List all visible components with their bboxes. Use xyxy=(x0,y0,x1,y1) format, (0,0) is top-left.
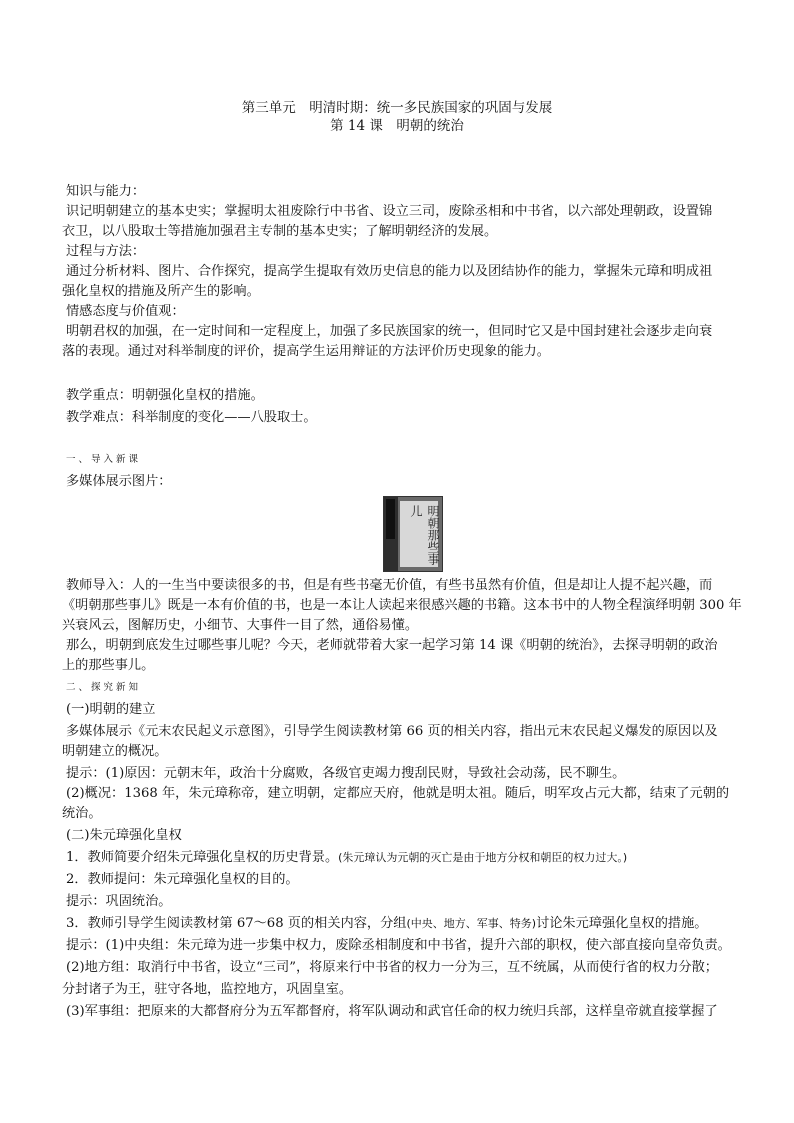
difficulty-point: 教学难点：科举制度的变化——八股取士。 xyxy=(66,410,317,425)
section-1-tip-2-line-2: 统治。 xyxy=(62,806,102,821)
teacher-intro-line-1: 教师导入：人的一生当中要读很多的书，但是有些书毫无价值，有些书虽然有价值，但是却让人提不起兴趣，而 xyxy=(66,578,713,593)
section-2-tip-2-line-2: 分封诸子为王，驻守各地，监控地方，巩固皇室。 xyxy=(62,982,353,997)
key-point: 教学重点：明朝强化皇权的措施。 xyxy=(66,388,264,403)
section-1-text-line-2: 明朝建立的概况。 xyxy=(62,744,168,759)
section-2-item-3 xyxy=(66,916,794,932)
book-cover-title: 明朝那些事儿 xyxy=(409,505,440,565)
section-2-tip-3: (3)军事组：把原来的大都督府分为五军都督府，将军队调动和武官任命的权力统归兵部，这样皇帝就直接掌握了 xyxy=(66,1004,718,1019)
knowledge-heading: 知识与能力： xyxy=(66,184,146,199)
process-text-line-2: 强化皇权的措施及所产生的影响。 xyxy=(62,284,260,299)
teacher-intro-line-4: 那么，明朝到底发生过哪些事儿呢？今天，老师就带着大家一起学习第 14 课《明朝的统治》，去探寻明朝的政治 xyxy=(66,638,718,653)
section-2-item-1-note: (朱元璋认为元朝的灭亡是由于地方分权和朝臣的权力过大。) xyxy=(338,851,628,864)
process-text-line-1: 通过分析材料、图片、合作探究，提高学生提取有效历史信息的能力以及团结协作的能力，掌握朱元璋和明成祖 xyxy=(66,264,713,279)
section-2-item-1 xyxy=(66,850,794,866)
section-1-heading: (一)明朝的建立 xyxy=(66,702,156,717)
section-2-item-3-main: 3．教师引导学生阅读教材第 67～68 页的相关内容，分组 xyxy=(66,916,407,931)
section-2-item-2-tip: 提示：巩固统治。 xyxy=(66,894,172,909)
section-2-item-3-note: (中央、地方、军事、特务) xyxy=(406,917,537,930)
emotion-heading: 情感态度与价值观： xyxy=(66,304,185,319)
section-2-item-2: 2．教师提问：朱元璋强化皇权的目的。 xyxy=(66,872,299,887)
explore-heading: 二、探究新知 xyxy=(66,682,142,693)
teacher-intro-line-3: 兴衰风云，图解历史，小细节、大事件一目了然，通俗易懂。 xyxy=(62,618,419,633)
section-2-tip-2-line-1: (2)地方组：取消行中书省，设立“三司”，将原来行中书省的权力一分为三，互不统属，从而使行省的权力分散； xyxy=(66,960,718,975)
book-face xyxy=(400,501,438,567)
emotion-text-line-1: 明朝君权的加强，在一定时间和一定程度上，加强了多民族国家的统一，但同时它又是中国封建社会逐步走向衰 xyxy=(66,324,713,339)
section-2-item-1-main: 1．教师简要介绍朱元璋强化皇权的历史背景。 xyxy=(66,850,339,865)
section-1-tip-1: 提示：(1)原因：元朝末年，政治十分腐败，各级官吏竭力搜刮民财，导致社会动荡，民不聊生。 xyxy=(66,766,626,781)
section-1-tip-2-line-1: (2)概况：1368 年，朱元璋称帝，建立明朝，定都应天府，他就是明太祖。随后，明军攻占元大都，结束了元朝的 xyxy=(66,786,730,801)
media-line: 多媒体展示图片： xyxy=(66,474,172,489)
teacher-intro-line-5: 上的那些事儿。 xyxy=(62,658,155,673)
section-2-heading: (二)朱元璋强化皇权 xyxy=(66,828,182,843)
book-spine xyxy=(384,497,398,571)
process-heading: 过程与方法： xyxy=(66,244,146,259)
section-1-text-line-1: 多媒体展示《元末农民起义示意图》，引导学生阅读教材第 66 页的相关内容，指出元末农民起义爆发的原因以及 xyxy=(66,724,718,739)
intro-heading: 一、导入新课 xyxy=(66,454,142,465)
knowledge-text-line-2: 衣卫，以八股取士等措施加强君主专制的基本史实；了解明朝经济的发展。 xyxy=(62,224,498,239)
teacher-intro-line-2: 《明朝那些事儿》既是一本有价值的书，也是一本让人读起来很感兴趣的书籍。这本书中的人物全程演绎明朝 300 年 xyxy=(62,598,742,613)
unit-title: 第三单元 明清时期：统一多民族国家的巩固与发展 xyxy=(241,100,553,116)
section-2-item-3-tail: 讨论朱元璋强化皇权的措施。 xyxy=(536,916,708,931)
knowledge-text-line-1: 识记明朝建立的基本史实；掌握明太祖废除行中书省、设立三司，废除丞相和中书省，以六部处理朝政，设置锦 xyxy=(66,204,713,219)
section-2-tip-1: 提示：(1)中央组：朱元璋为进一步集中权力，废除丞相制度和中书省，提升六部的职权，使六部直接向皇帝负责。 xyxy=(66,938,731,953)
lesson-title: 第 14 课 明朝的统治 xyxy=(330,118,464,134)
book-cover-image xyxy=(383,496,443,572)
emotion-text-line-2: 落的表现。通过对科举制度的评价，提高学生运用辩证的方法评价历史现象的能力。 xyxy=(62,344,550,359)
